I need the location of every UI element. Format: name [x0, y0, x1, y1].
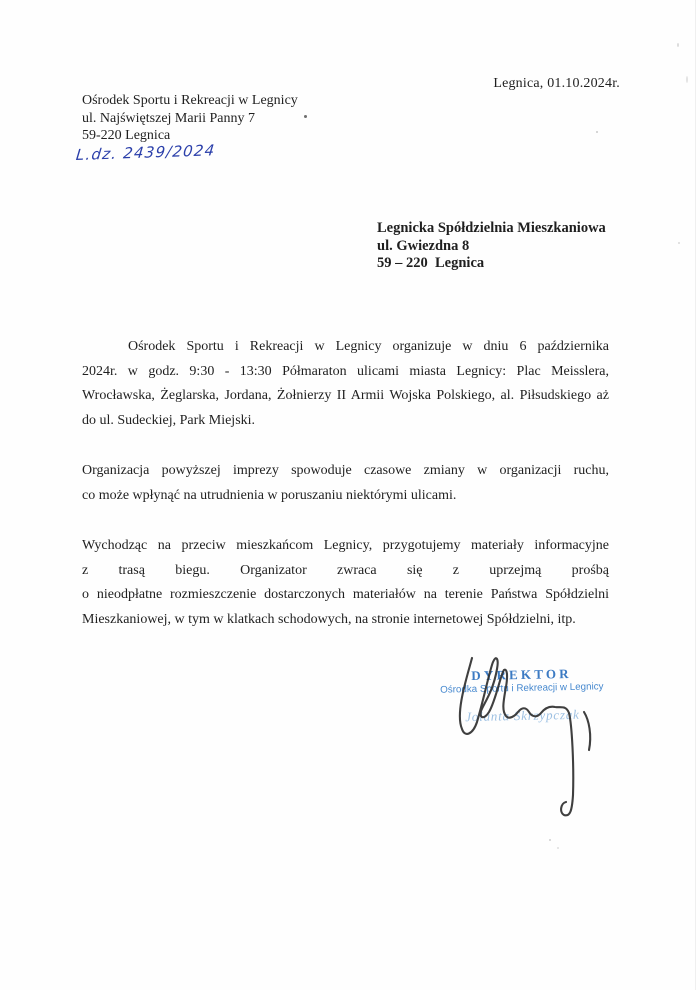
text-line: 2024r. w godz. 9:30 - 13:30 Półmaraton ulicami miasta Legnicy: Plac Meisslera, — [82, 363, 609, 379]
scan-artifact — [678, 242, 680, 244]
stamp-title: DYREKTOR — [471, 665, 572, 684]
sender-line: ul. Najświętszej Marii Panny 7 — [82, 110, 256, 126]
text-line: z trasą biegu. Organizator zwraca się z uprzejmą prośbą — [82, 562, 609, 578]
paragraph-1 — [82, 335, 609, 433]
text-line: do ul. Sudeckiej, Park Miejski. — [82, 412, 256, 428]
text-line: Organizacja powyższej imprezy spowoduje czasowe zmiany w organizacji ruchu, — [82, 463, 609, 478]
text-line: Wychodząc na przeciw mieszkańcom Legnicy, przygotujemy materiały informacyjne — [82, 538, 609, 553]
recipient-address — [377, 220, 606, 273]
stamp-signer-name: Jolanta Skrzypczak — [465, 706, 580, 725]
recipient-line: ul. Gwiezdna 8 — [377, 237, 470, 254]
text-line: o nieodpłatne rozmieszczenie dostarczonych materiałów na terenie Państwa Spółdzielni — [82, 587, 609, 602]
text-line: Ośrodek Sportu i Rekreacji w Legnicy organizuje w dniu 6 października — [128, 339, 609, 354]
recipient-line: 59 – 220 Legnica — [377, 255, 485, 272]
scan-edge-line — [695, 0, 696, 990]
letter-date: Legnica, 01.10.2024r. — [493, 76, 620, 91]
sender-line: 59-220 Legnica — [82, 128, 171, 143]
text-line: Mieszkaniowej, w tym w klatkach schodowych, na stronie internetowej Spółdzielni, itp. — [82, 611, 576, 627]
paragraph-3 — [82, 534, 609, 632]
scan-artifact — [686, 76, 688, 83]
sender-address — [82, 92, 298, 145]
paragraph-2 — [82, 459, 609, 508]
letter-body — [82, 335, 609, 658]
scan-artifact — [677, 43, 679, 47]
recipient-line: Legnicka Spółdzielnia Mieszkaniowa — [377, 220, 606, 236]
handwritten-reference-number: L.dz. 2439/2024 — [75, 141, 217, 165]
scan-artifact — [549, 839, 551, 841]
scan-artifact — [596, 131, 598, 133]
text-line: Wrocławska, Żeglarska, Jordana, Żołnierzy II Armii Wojska Polskiego, al. Piłsudskiego aż — [82, 388, 609, 403]
stamp-organization: Ośrodka Sportu i Rekreacji w Legnicy — [440, 681, 604, 696]
scan-artifact — [304, 115, 307, 118]
handwritten-signature — [438, 645, 618, 830]
scan-artifact — [557, 847, 559, 849]
text-line: co może wpłynąć na utrudnienia w poruszaniu niektórymi ulicami. — [82, 487, 457, 503]
sender-line: Ośrodek Sportu i Rekreacji w Legnicy — [82, 93, 298, 108]
